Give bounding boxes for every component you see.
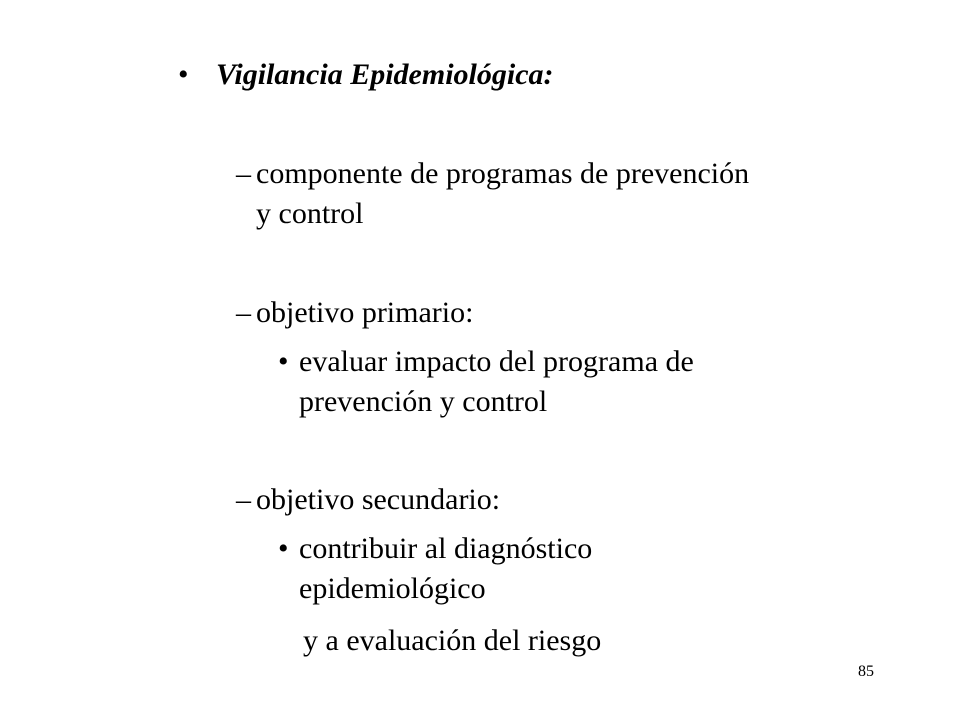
item-1-line-1: componente de programas de prevención	[256, 157, 750, 190]
subitem-1-line-1: evaluar impacto del programa de	[299, 345, 694, 378]
heading-bullet: •	[178, 58, 189, 91]
slide-heading: Vigilancia Epidemiológica:	[216, 58, 554, 91]
dash-marker-3: –	[236, 483, 251, 516]
item-3-continuation: y a evaluación del riesgo	[303, 624, 602, 657]
dash-marker-2: –	[236, 296, 251, 329]
item-2-line-1: objetivo primario:	[256, 296, 474, 329]
subitem-2-line-1: contribuir al diagnóstico	[299, 532, 593, 565]
subitem-2-line-2: epidemiológico	[299, 572, 486, 605]
sub-bullet-2: •	[278, 532, 289, 565]
item-3-line-1: objetivo secundario:	[256, 483, 501, 516]
item-1-line-2: y control	[256, 197, 364, 230]
page-number: 85	[858, 663, 874, 680]
sub-bullet-1: •	[278, 345, 289, 378]
subitem-1-line-2: prevención y control	[299, 385, 548, 418]
dash-marker-1: –	[236, 157, 251, 190]
